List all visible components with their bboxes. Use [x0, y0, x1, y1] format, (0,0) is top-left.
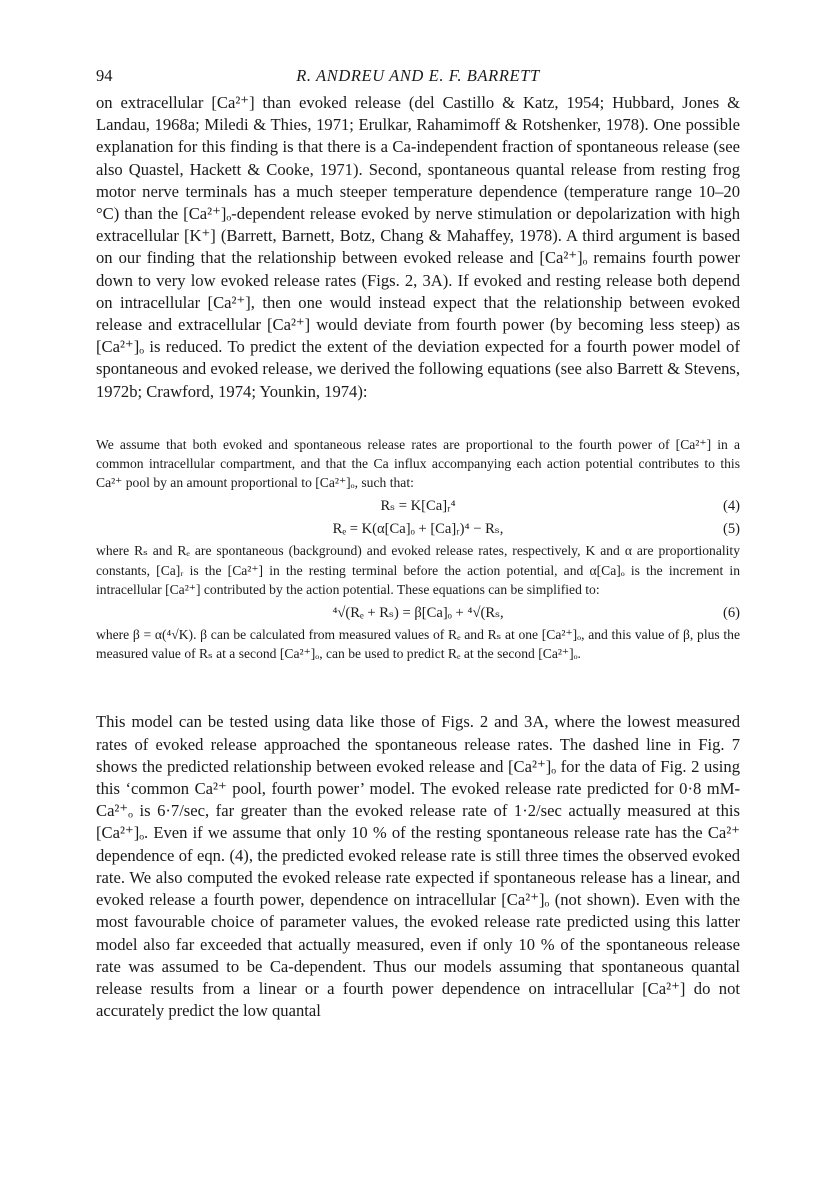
derivation-note	[96, 435, 740, 664]
body-paragraph-2: This model can be tested using data like those of Figs. 2 and 3A, where the lowest measured rates of evoked release approached the spontaneous release rates. The dashed line in Fig. 7 shows the predicted relationship between evoked release and [Ca²⁺]ₒ for the data of Fig. 2 using this ‘common Ca²⁺ pool, fourth power’ model. The evoked release rate predicted for 0·8 mM-Ca²⁺ₒ is 6·7/sec, far greater than the evoked release rate of 1·2/sec actually measured at this [Ca²⁺]ₒ. Even if we assume that only 10 % of the resting spontaneous release rate has the Ca²⁺ dependence of eqn. (4), the predicted evoked release rate is still three times the observed evoked rate. We also computed the evoked release rate expected if spontaneous release has a linear, and evoked release a fourth power, dependence on intracellular [Ca²⁺]ₒ (not shown). Even with the most favourable choice of parameter values, the evoked release rate predicted using this latter model also far exceeded that actually measured, even if only 10 % of the spontaneous release rate was assumed to be Ca-dependent. Thus our models assuming that spontaneous quantal release results from a linear or a fourth power dependence on intracellular [Ca²⁺] do not accurately predict the low quantal	[96, 712, 740, 1021]
equation-4-body: Rₛ = K[Ca]ᵣ⁴	[380, 498, 456, 515]
equation-5-body: Rₑ = K(α[Ca]ₒ + [Ca]ᵣ)⁴ − Rₛ,	[332, 521, 504, 538]
equation-4-number: (4)	[722, 498, 740, 515]
body-paragraph-1: on extracellular [Ca²⁺] than evoked release (del Castillo & Katz, 1954; Hubbard, Jones & Landau, 1968a; Miledi & Thies, 1971; Erulkar, Rahamimoff & Rotshenker, 1978). One possible explanation for this finding is that there is a Ca-independent fraction of spontaneous release (see also Quastel, Hackett & Cooke, 1971). Second, spontaneous quantal release from resting frog motor nerve terminals has a much steeper temperature dependence (temperature range 10–20 °C) than the [Ca²⁺]ₒ-dependent release evoked by nerve stimulation or depolarization with high extracellular [K⁺] (Barrett, Barnett, Botz, Chang & Mahaffey, 1978). A third argument is based on our finding that the relationship between evoked release and [Ca²⁺]ₒ remains fourth power down to very low evoked release rates (Figs. 2, 3A). If evoked and resting release both depend on intracellular [Ca²⁺], then one would instead expect that the relationship between evoked release and extracellular [Ca²⁺] would deviate from fourth power (by becoming less steep) as [Ca²⁺]ₒ is reduced. To predict the extent of the deviation expected for a fourth power model of spontaneous and evoked release, we derived the following equations (see also Barrett & Stevens, 1972b; Crawford, 1974; Younkin, 1974):	[96, 93, 740, 401]
journal-page	[96, 62, 740, 1022]
equation-4	[96, 495, 740, 518]
equation-6-body: ⁴√(Rₑ + Rₛ) = β[Ca]ₒ + ⁴√(Rₛ,	[332, 605, 504, 622]
note-closing: where β = α(⁴√K). β can be calculated from measured values of Rₑ and Rₛ at one [Ca²⁺]ₒ, and this value of β, plus the measured value of Rₛ at a second [Ca²⁺]ₒ, can be used to predict Rₑ at the second [Ca²⁺]ₒ.	[96, 627, 740, 662]
running-head	[96, 62, 740, 88]
note-middle: where Rₛ and Rₑ are spontaneous (background) and evoked release rates, respectively, K and α are proportionality constants, [Ca]ᵣ is the [Ca²⁺] in the resting terminal before the action potential, and α[Ca]ₒ is the increment in intracellular [Ca²⁺] contributed by the action potential. These equations can be simplified to:	[96, 543, 740, 597]
equation-5-number: (5)	[722, 521, 740, 538]
note-intro: We assume that both evoked and spontaneous release rates are proportional to the fourth power of [Ca²⁺] in a common intracellular compartment, and that the Ca influx accompanying each action potential contributes to this Ca²⁺ pool by an amount proportional to [Ca²⁺]ₒ, such that:	[96, 436, 740, 491]
equation-6-number: (6)	[722, 605, 740, 622]
equation-6	[96, 602, 740, 625]
running-title: R. ANDREU AND E. F. BARRETT	[296, 66, 540, 85]
page-number: 94	[96, 66, 113, 85]
equation-5	[96, 518, 740, 541]
